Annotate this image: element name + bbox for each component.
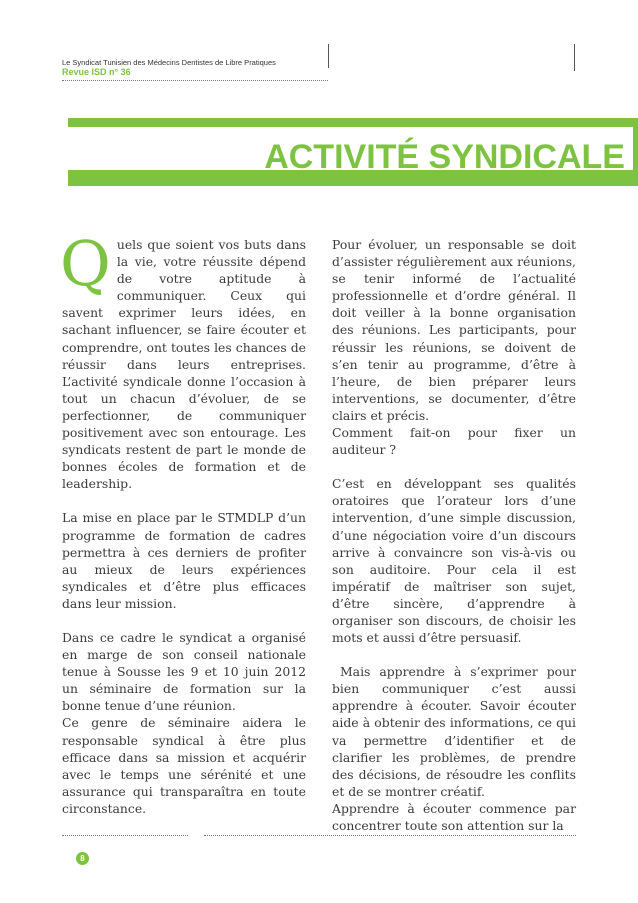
article-paragraph: Mais apprendre à s’exprimer pour bien communiquer c’est aussi apprendre à écouter. Savoir écouter aide à obtenir des informations, ce qui va permettre d’identifier et de clarifier les problèmes, de prendre des décisions, de résoudre les conflits et de se montrer créatif. bbox=[332, 664, 576, 799]
article-paragraph: Dans ce cadre le syndicat a organisé en marge de son conseil nationale tenue à Sousse les 9 et 10 juin 2012 un séminaire de formation sur la bonne tenue d’une réunion. bbox=[62, 629, 306, 714]
article-paragraph: La mise en place par le STMDLP d’un programme de formation de cadres permettra à ces derniers de profiter au mieux de leurs expériences syndicales et d’être plus efficaces dans leur mission. bbox=[62, 510, 306, 611]
header-revue-issue: Revue ISD n° 36 bbox=[62, 67, 131, 77]
article-paragraph: C’est en développant ses qualités oratoires que l’orateur lors d’une intervention, d’une simple discussion, d’une négociation voire d’un discours arrive à convaincre son vis-à-vis ou son auditoire. Pour cela il est impératif de maîtriser son sujet, d’être sincère, d’apprendre à organiser son discours, de choisir les mots et aussi d’être persuasif. bbox=[332, 476, 576, 646]
section-banner bbox=[68, 118, 638, 186]
drop-cap: Q bbox=[60, 227, 111, 300]
footer-rule-right bbox=[204, 835, 576, 836]
header-divider-right bbox=[574, 44, 575, 71]
article-paragraph: Quels que soient vos buts dans la vie, votre réussite dépend de votre aptitude à communiquer. Ceux qui savent exprimer leurs idées, en sachant influencer, se faire écouter et comprendre, ont toutes les chances de réussir dans leurs entreprises. L’activité syndicale donne l’occasion à tout un chacun d’évoluer, de se perfectionner, de communiquer positivement avec son entourage. Les syndicats restent de part le monde de bonnes écoles de formation et de leadership. bbox=[60, 227, 306, 492]
article-column-left bbox=[60, 227, 306, 817]
footer-rule-left bbox=[62, 835, 188, 836]
header-rule bbox=[62, 80, 328, 81]
article-paragraph: Pour évoluer, un responsable se doit d’assister régulièrement aux réunions, se tenir informé de l’actualité professionnelle et d’ordre général. Il doit veiller à la bonne organisation des réunions. Les participants, pour réussir les réunions, se doivent de s’en tenir au programme, d’être à l’heure, de bien préparer leurs interventions, se documenter, d’être clairs et précis. bbox=[332, 237, 576, 423]
article-column-right bbox=[332, 236, 576, 834]
header-organization: Le Syndicat Tunisien des Médecins Dentistes de Libre Pratiques bbox=[62, 58, 276, 67]
header-divider-left bbox=[328, 44, 329, 68]
section-title: ACTIVITÉ SYNDICALE bbox=[264, 138, 625, 176]
banner-inner bbox=[68, 127, 633, 176]
article-question: Comment fait-on pour fixer un auditeur ? bbox=[332, 425, 576, 458]
article-paragraph: Ce genre de séminaire aidera le responsable syndical à être plus efficace dans sa mission et acquérir avec le temps une sérénité et une assurance qui transparaîtra en toute circonstance. bbox=[62, 715, 306, 816]
page-number-badge: 8 bbox=[76, 852, 89, 865]
article-paragraph: Apprendre à écouter commence par concentrer toute son attention sur la bbox=[332, 800, 576, 833]
